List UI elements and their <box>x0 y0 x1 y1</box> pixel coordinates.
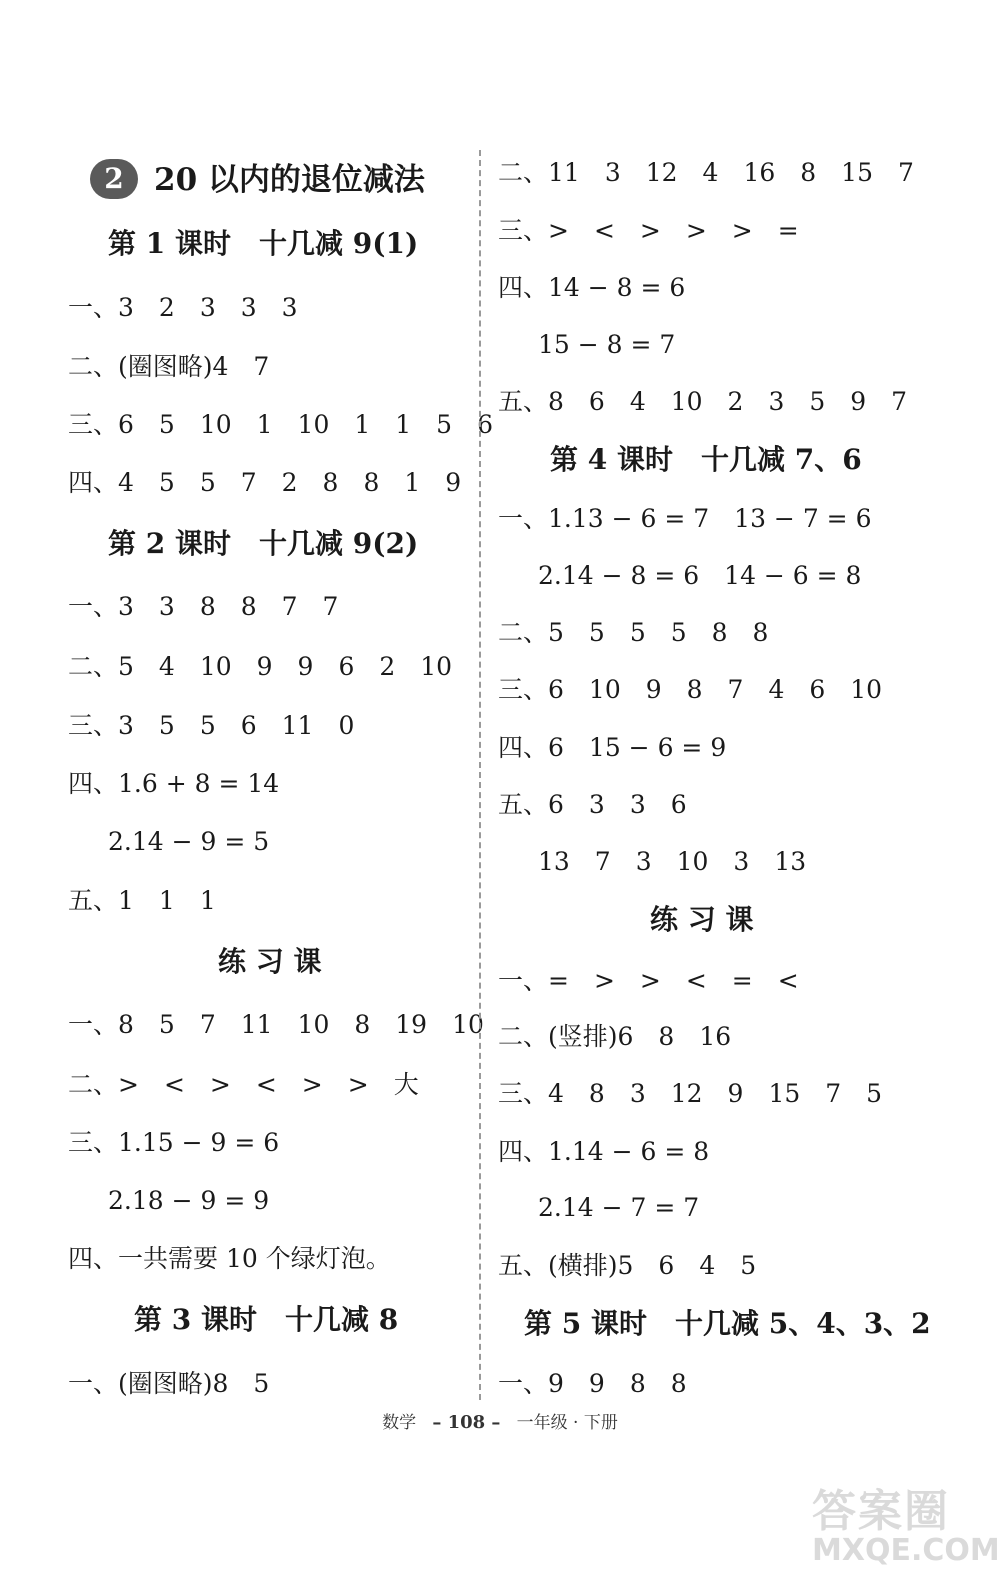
answer-line: 五、8 6 4 10 2 3 5 9 7 <box>498 387 908 416</box>
lesson4-title: 第 4 课时 十几减 7、6 <box>550 443 862 476</box>
answer-subline: 2.18 − 9 = 9 <box>108 1186 270 1215</box>
column-divider <box>479 150 481 1400</box>
answer-line: 五、(横排)5 6 4 5 <box>498 1251 757 1280</box>
answer-line: 三、6 5 10 1 10 1 1 5 6 <box>68 410 493 439</box>
lesson2-title: 第 2 课时 十几减 9(2) <box>108 527 419 560</box>
answer-line: 四、1.14 − 6 = 8 <box>498 1137 710 1166</box>
answer-line: 一、1.13 − 6 = 7 13 − 7 = 6 <box>498 504 872 533</box>
answer-line: 一、(圈图略)8 5 <box>68 1369 270 1398</box>
unit-badge: 2 <box>90 159 138 199</box>
answer-line: 二、(竖排)6 8 16 <box>498 1022 732 1051</box>
footer-grade: 一年级 · 下册 <box>516 1413 618 1433</box>
answer-line: 三、3 5 5 6 11 0 <box>68 711 355 740</box>
answer-line: 三、6 10 9 8 7 4 6 10 <box>498 675 883 704</box>
practice-title: 练 习 课 <box>218 945 322 978</box>
answer-line: 四、一共需要 10 个绿灯泡。 <box>68 1244 391 1273</box>
page-footer <box>0 1408 1000 1433</box>
answer-line: 三、4 8 3 12 9 15 7 5 <box>498 1079 883 1108</box>
answer-line: 三、1.15 − 9 = 6 <box>68 1128 280 1157</box>
answer-line: 四、1.6 + 8 = 14 <box>68 769 280 798</box>
answer-line: 二、> < > < > > 大 <box>68 1070 419 1099</box>
answer-subline: 13 7 3 10 3 13 <box>538 847 807 876</box>
answer-subline: 2.14 − 9 = 5 <box>108 827 270 856</box>
answer-line: 二、11 3 12 4 16 8 15 7 <box>498 158 914 187</box>
answer-line: 二、5 5 5 5 8 8 <box>498 618 769 647</box>
answer-line: 四、6 15 − 6 = 9 <box>498 733 727 762</box>
answer-line: 一、3 2 3 3 3 <box>68 293 298 322</box>
answer-line: 一、= > > < = < <box>498 966 799 995</box>
lesson1-title: 第 1 课时 十几减 9(1) <box>108 227 419 260</box>
answer-line: 二、(圈图略)4 7 <box>68 352 270 381</box>
answer-line: 一、9 9 8 8 <box>498 1369 687 1398</box>
watermark-logo <box>812 1475 1000 1575</box>
page-number: – 108 – <box>432 1412 501 1433</box>
lesson3-title: 第 3 课时 十几减 8 <box>134 1303 399 1336</box>
answer-line: 一、8 5 7 11 10 8 19 10 <box>68 1010 484 1039</box>
watermark-bottom-text: MXQE.COM <box>812 1533 1000 1568</box>
answer-subline: 2.14 − 7 = 7 <box>538 1193 700 1222</box>
answer-line: 四、4 5 5 7 2 8 8 1 9 <box>68 468 462 497</box>
answer-line: 四、14 − 8 = 6 <box>498 273 686 302</box>
answer-line: 五、1 1 1 <box>68 886 216 915</box>
unit-title: 20 以内的退位减法 <box>154 162 425 198</box>
unit-heading <box>90 155 425 205</box>
answer-subline: 2.14 − 8 = 6 14 − 6 = 8 <box>538 561 862 590</box>
answer-subline: 15 − 8 = 7 <box>538 330 676 359</box>
footer-subject: 数学 <box>382 1413 417 1433</box>
lesson5-title: 第 5 课时 十几减 5、4、3、2 <box>524 1307 931 1340</box>
answer-line: 三、> < > > > = <box>498 216 799 245</box>
answer-line: 一、3 3 8 8 7 7 <box>68 592 339 621</box>
answer-line: 五、6 3 3 6 <box>498 790 687 819</box>
watermark-top-text: 答案圈 <box>812 1486 950 1537</box>
answer-line: 二、5 4 10 9 9 6 2 10 <box>68 652 453 681</box>
practice-title: 练 习 课 <box>650 903 754 936</box>
